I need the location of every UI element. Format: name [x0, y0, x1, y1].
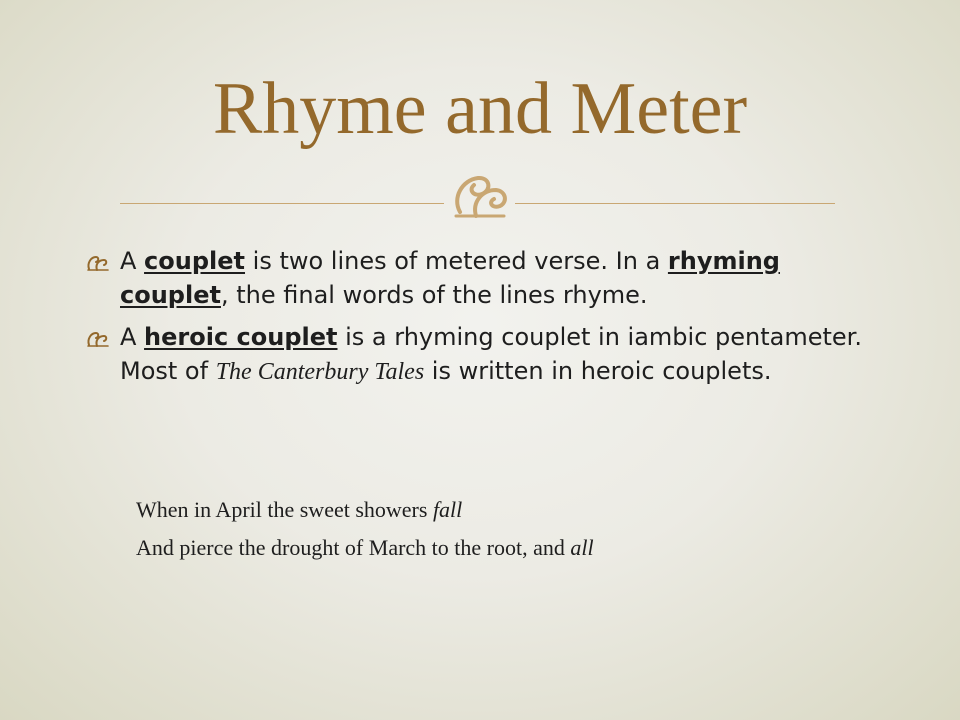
bullet-text: A	[120, 323, 145, 351]
term-heroic-couplet: heroic couplet	[144, 323, 338, 351]
double-flourish-bullet-icon	[86, 330, 110, 348]
verse-text: And pierce the drought of March to the root, and	[136, 535, 571, 560]
verse-line-1	[136, 497, 462, 523]
bullet-item	[86, 320, 886, 389]
work-title: The Canterbury Tales	[215, 359, 425, 385]
bullet-text: is two lines of metered verse. In a	[245, 247, 668, 275]
double-flourish-bullet-icon	[86, 254, 110, 272]
verse-rhyme-word: all	[570, 535, 594, 560]
verse-line-2	[136, 535, 594, 561]
verse-rhyme-word: fall	[432, 497, 463, 522]
bullet-text: is a rhyming couplet in iambic pentameter. Most of	[120, 323, 862, 385]
term-rhyming-couplet: rhyming couplet	[120, 247, 780, 309]
title-divider-left	[120, 203, 444, 204]
title-divider-right	[515, 203, 835, 204]
bullet-text: is written in heroic couplets.	[424, 357, 772, 385]
bullet-text: A	[120, 247, 145, 275]
flourish-ornament-icon	[446, 168, 514, 224]
bullet-text: , the final words of the lines rhyme.	[220, 281, 648, 309]
bullet-item	[86, 244, 886, 312]
term-couplet: couplet	[144, 247, 246, 275]
verse-text: When in April the sweet showers	[136, 497, 433, 522]
bullet-list	[86, 244, 886, 397]
slide-title: Rhyme and Meter	[212, 68, 748, 150]
